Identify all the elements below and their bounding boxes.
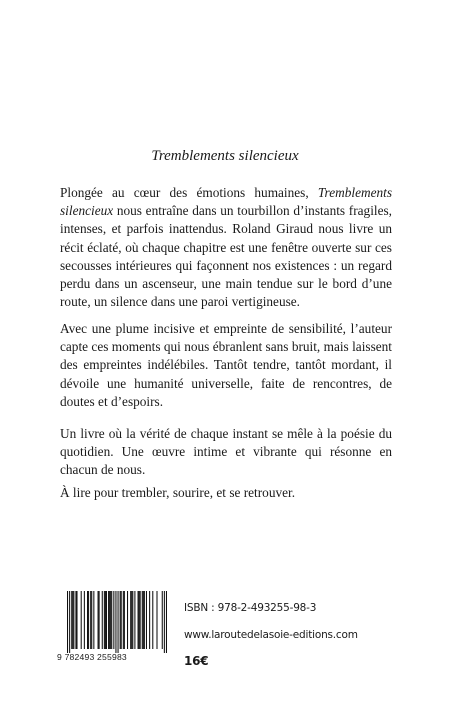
barcode-bar	[104, 591, 105, 649]
barcode-bar	[115, 591, 116, 653]
book-price: 16€	[184, 654, 209, 668]
barcode-bar	[124, 591, 125, 649]
barcode-bar	[142, 591, 143, 649]
barcode-bar	[67, 591, 68, 653]
barcode-bar	[146, 591, 147, 649]
barcode-bar	[99, 591, 100, 649]
barcode-bar	[69, 591, 70, 653]
barcode-bar	[132, 591, 133, 649]
barcode-bar	[109, 591, 110, 649]
barcode-bar	[130, 591, 131, 649]
barcode-bar	[149, 591, 150, 649]
barcode-bar	[166, 591, 167, 653]
description-paragraph-2: Avec une plume incisive et empreinte de sensibilité, l’auteur capte ces moments qui nous ébranlent sans bruit, mais laissent des empreintes indélébiles. Tantôt tendre, tantôt mordant, il dévoile une humanité universelle, faite de rencontres, de doutes et d’espoirs.	[60, 321, 392, 409]
barcode-bar	[88, 591, 89, 649]
barcode-bar	[102, 591, 103, 649]
barcode-bar	[138, 591, 139, 649]
barcode-bars	[67, 591, 167, 653]
barcode-bar	[76, 591, 77, 649]
barcode-bar	[152, 591, 153, 649]
barcode-bar	[87, 591, 88, 649]
barcode-bar	[91, 591, 92, 649]
barcode-bar	[120, 591, 121, 649]
barcode-bar	[134, 591, 135, 649]
barcode-bar	[162, 591, 163, 649]
barcode-bar	[93, 591, 94, 649]
barcode-bar	[110, 591, 111, 649]
barcode-bar	[90, 591, 91, 649]
barcode-bar	[81, 591, 82, 649]
description-paragraph-4: À lire pour trembler, sourire, et se retrouver.	[60, 485, 296, 500]
barcode-bar	[113, 591, 114, 649]
barcode-bar	[105, 591, 106, 649]
barcode-bar	[108, 591, 109, 649]
barcode-bar	[111, 591, 112, 649]
p1-text-start: Plongée au cœur des émotions humaines,	[60, 185, 318, 200]
description-paragraph-1	[60, 184, 392, 311]
barcode-digits: 9 782493 255983	[57, 652, 127, 662]
barcode-bar	[144, 591, 145, 649]
barcode-bar	[139, 591, 140, 649]
barcode-bar	[164, 591, 165, 653]
barcode-bar	[127, 591, 128, 649]
barcode-bar	[121, 591, 122, 649]
barcode-bar	[156, 591, 157, 649]
barcode-bar	[118, 591, 119, 653]
barcode-bar	[75, 591, 76, 649]
p1-text-end: nous entraîne dans un tourbillon d’instants fragiles, intenses, et parfois inattendus. Roland Giraud nous livre un récit éclaté, où chaque chapitre est une fenêtre ouverte sur ces secousses intérieures qui façonnent nos existences : un regard perdu dans un ascenseur, une main tendue sur le bord d’une route, un silence dans une paroi vertigineuse.	[60, 203, 392, 310]
barcode-bar	[71, 591, 72, 649]
barcode-bar	[84, 591, 85, 649]
barcode-bar	[143, 591, 144, 649]
publisher-website: www.laroutedelasoie-editions.com	[184, 629, 358, 641]
barcode-bar	[140, 591, 141, 649]
isbn-barcode	[57, 591, 169, 667]
barcode-bar	[131, 591, 132, 649]
isbn-number: ISBN : 978-2-493255-98-3	[184, 602, 317, 614]
p1-title-italic: Tremblements silencieux	[60, 185, 392, 219]
book-title: Tremblements silencieux	[151, 148, 299, 164]
barcode-bar	[72, 591, 73, 649]
barcode-bar	[98, 591, 99, 649]
description-paragraph-3: Un livre où la vérité de chaque instant se mêle à la poésie du quotidien. Une œuvre intime et vibrante qui résonne en chacun de nous.	[60, 426, 392, 478]
barcode-bar	[106, 591, 107, 649]
barcode-bar	[123, 591, 124, 649]
barcode-bar	[73, 591, 74, 649]
